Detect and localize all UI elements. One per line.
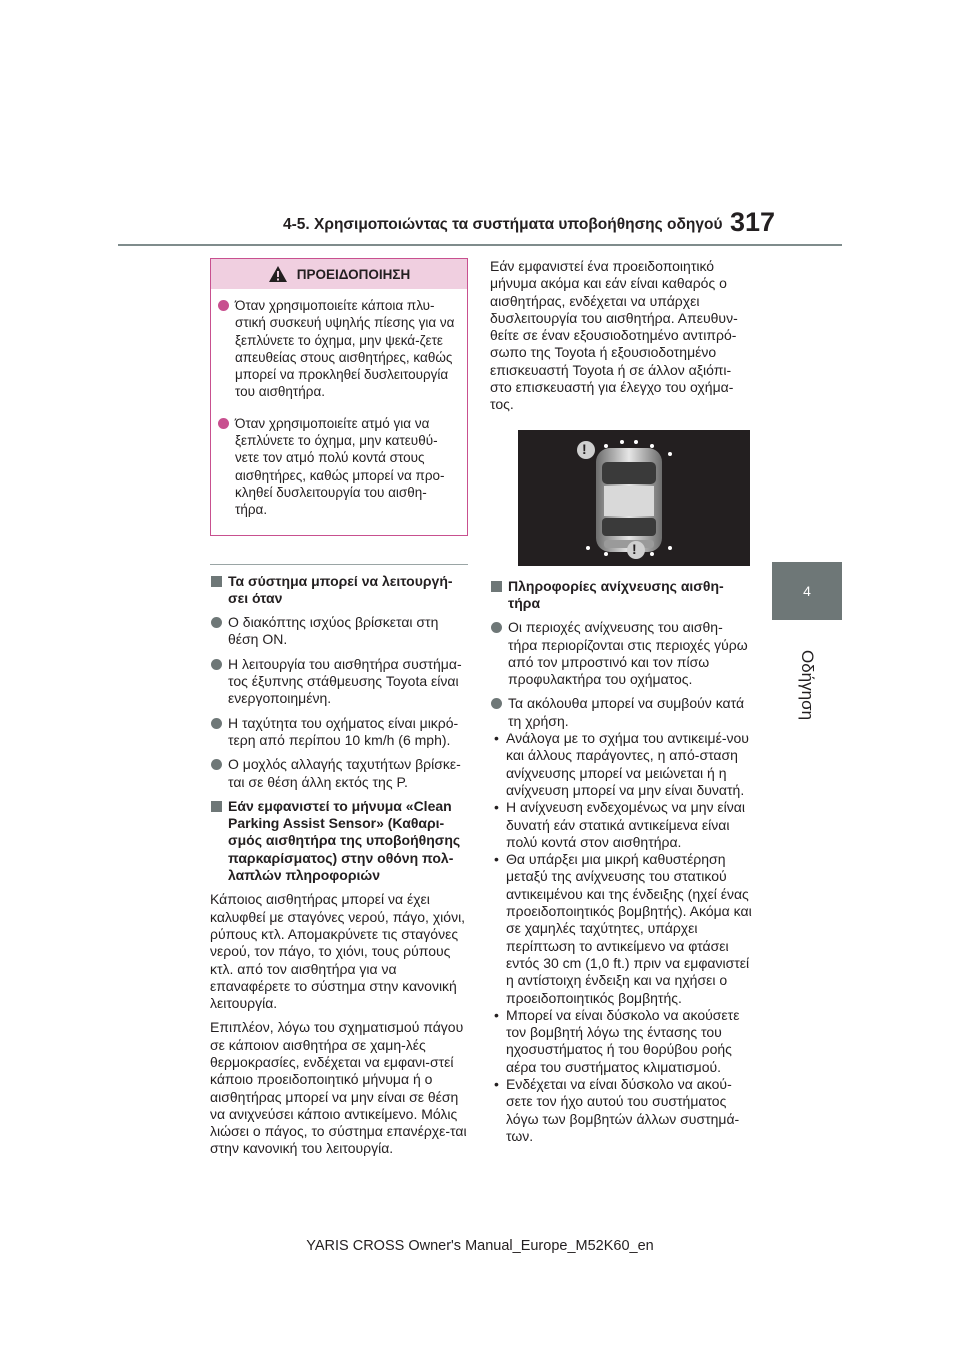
- list-item-text: Τα ακόλουθα μπορεί να συμβούν κατά τη χρήση.: [508, 695, 745, 729]
- bullet-dot-icon: [211, 759, 222, 770]
- bullet-dot-icon: [491, 698, 502, 709]
- section-divider: [210, 564, 468, 565]
- bullet-dot-icon: [211, 718, 222, 729]
- sensor-diagram: [518, 430, 750, 566]
- warning-item: [217, 297, 457, 401]
- warning-header: [211, 259, 467, 289]
- list-item: [210, 656, 468, 708]
- list-item: [210, 756, 468, 791]
- sub-list-item: • Μπορεί να είναι δύσκολο να ακούσετε τον βομβητή λόγω της έντασης του ηχοσυστήματος ή του θορύβου ροής αέρα του συστήματος κλιματισμού.: [490, 1007, 752, 1076]
- list-item-text: Η λειτουργία του αισθητήρα συστήμα-τος έξυπνης στάθμευσης Toyota είναι ενεργοποιημένη.: [228, 655, 462, 707]
- heading-square-icon: [491, 581, 502, 592]
- sub-list-item: • Ανάλογα με το σχήμα του αντικειμέ-νου και άλλους παράγοντες, η από-σταση ανίχνευσης μπορεί να μειώνεται ή η ανίχνευση μπορεί να μην είναι δυνατή.: [490, 730, 752, 799]
- warning-mark-top: !: [582, 440, 587, 457]
- warning-triangle-icon: [268, 265, 288, 283]
- section-heading-text: Τα σύστημα μπορεί να λειτουργή-σει όταν: [228, 572, 453, 606]
- bullet-dot-icon: [218, 418, 229, 429]
- page-number: 317: [730, 207, 776, 237]
- paragraph: Εάν εμφανιστεί ένα προειδοποιητικό μήνυμα ακόμα και εάν είναι καθαρός ο αισθητήρας, ενδέχεται να υπάρχει δυσλειτουργία του αισθητήρα. Απευθυν-θείτε σε έναν εξουσιοδοτημένο αντιπρό-σωπο της Toyota ή εξουσιοδοτημένο επισκευαστή Toyota ή σε άλλον αξιόπι-στο επισκευαστή για έλεγχο του οχήμα-τος.: [490, 258, 738, 413]
- heading-square-icon: [211, 576, 222, 587]
- chapter-label-text: Οδήγηση: [797, 649, 817, 721]
- warning-box: [210, 258, 468, 536]
- list-item-text: Ο μοχλός αλλαγής ταχυτήτων βρίσκε-ται σε θέση άλλη εκτός της P.: [228, 756, 461, 790]
- sub-list: [490, 730, 752, 1145]
- section-heading-text: Πληροφορίες ανίχνευσης αισθη-τήρα: [508, 577, 724, 611]
- list-item: [490, 695, 752, 730]
- section-heading: [210, 798, 468, 884]
- section-heading: [210, 573, 468, 608]
- paragraph: Επιπλέον, λόγω του σχηματισμού πάγου σε κάποιον αισθητήρα σε χαμη-λές θερμοκρασίες, ενδέχεται να εμφανι-στεί κάποιο προειδοποιητικό μήνυμα ή ο αισθητήρας μπορεί να μην είναι σε θέση να ανιχνεύσει κάποιο αντικείμενο. Μόλις λιώσει ο πάγος, το σύστημα επανέρχε-ται στην κανονική του λειτουργία.: [210, 1019, 467, 1157]
- list-item: [210, 614, 468, 649]
- section-title: 4-5. Χρησιμοποιώντας τα συστήματα υποβοήθησης οδηγού: [283, 216, 723, 233]
- list-item-text: Ο διακόπτης ισχύος βρίσκεται στη θέση ON.: [228, 614, 439, 648]
- bullet-dot-icon: [211, 659, 222, 670]
- header-divider: [118, 244, 842, 246]
- paragraph: Κάποιος αισθητήρας μπορεί να έχει καλυφθεί με σταγόνες νερού, πάγο, χιόνι, ρύπους κτλ. Απομακρύνετε τις σταγόνες νερού, τον πάγο, το χιόνι, τους ρύπους κτλ. από τον αισθητήρα για να επαναφέρετε το σύστημα στην κανονική λειτουργία.: [210, 891, 466, 1012]
- sub-list-item: • Η ανίχνευση ενδεχομένως να μην είναι δυνατή εάν στατικά αντικείμενα είναι πολύ κοντά στον αισθητήρα.: [490, 799, 752, 851]
- right-column: [490, 258, 752, 1145]
- chapter-tab: 4: [772, 562, 842, 620]
- list-item-text: Οι περιοχές ανίχνευσης του αισθη-τήρα περιορίζονται στις περιοχές γύρω από τον μπροστινό και τον πίσω προφυλακτήρα του οχήματος.: [508, 619, 748, 688]
- heading-square-icon: [211, 801, 222, 812]
- chapter-label: [762, 640, 852, 730]
- warning-title: ΠΡΟΕΙΔΟΠΟΙΗΣΗ: [296, 266, 411, 282]
- bullet-dot-icon: [211, 617, 222, 628]
- list-item-text: Η ταχύτητα του οχήματος είναι μικρό-τερη από περίπου 10 km/h (6 mph).: [228, 714, 459, 748]
- bullet-dot-icon: [491, 622, 502, 633]
- left-column: [210, 258, 468, 1165]
- section-heading: [490, 578, 752, 613]
- warning-item-text: Όταν χρησιμοποιείτε ατμό για να ξεπλύνετε το όχημα, μην κατευθύ-νετε τον ατμό πολύ κοντά στους αισθητήρες, καθώς μπορεί να προ-κληθεί δυσλειτουργία του αισθη-τήρα.: [235, 415, 445, 518]
- warning-item: [217, 415, 457, 519]
- bullet-dot-icon: [218, 300, 229, 311]
- sub-list-item: • Θα υπάρξει μια μικρή καθυστέρηση μεταξύ της ανίχνευσης του στατικού αντικειμένου και της ένδειξης (ηχεί ένας προειδοποιητικός βομβητής). Ακόμα και σε χαμηλές ταχύτητες, υπάρχει περίπτωση το αντικείμενο να φτάσει εντός 30 cm (1,0 ft.) πριν να εμφανιστεί η αντίστοιχη ένδειξη και να ηχήσει ο προειδοποιητικός βομβητής.: [490, 851, 752, 1007]
- warning-mark-bottom: !: [632, 540, 637, 557]
- warning-item-text: Όταν χρησιμοποιείτε κάποια πλυ-στική συσκευή υψηλής πίεσης για να ξεπλύνετε το όχημα, μην ψεκά-ζετε απευθείας στους αισθητήρες, καθώς μπορεί να προκληθεί δυσλειτουργία του αισθητήρα.: [235, 298, 455, 400]
- sub-list-item: • Ενδέχεται να είναι δύσκολο να ακού-σετε τον ήχο αυτού του συστήματος λόγω των βομβητών άλλων συστημά-των.: [490, 1076, 752, 1145]
- footer-text: YARIS CROSS Owner's Manual_Europe_M52K60_en: [306, 1238, 654, 1254]
- section-heading-text: Εάν εμφανιστεί το μήνυμα «Clean Parking Assist Sensor» (Καθαρι-σμός αισθητήρα της υποβοήθησης παρκαρίσματος) στην οθόνη πολ-λαπλών πληροφοριών: [228, 797, 461, 884]
- list-item: [490, 619, 752, 688]
- list-item: [210, 715, 468, 750]
